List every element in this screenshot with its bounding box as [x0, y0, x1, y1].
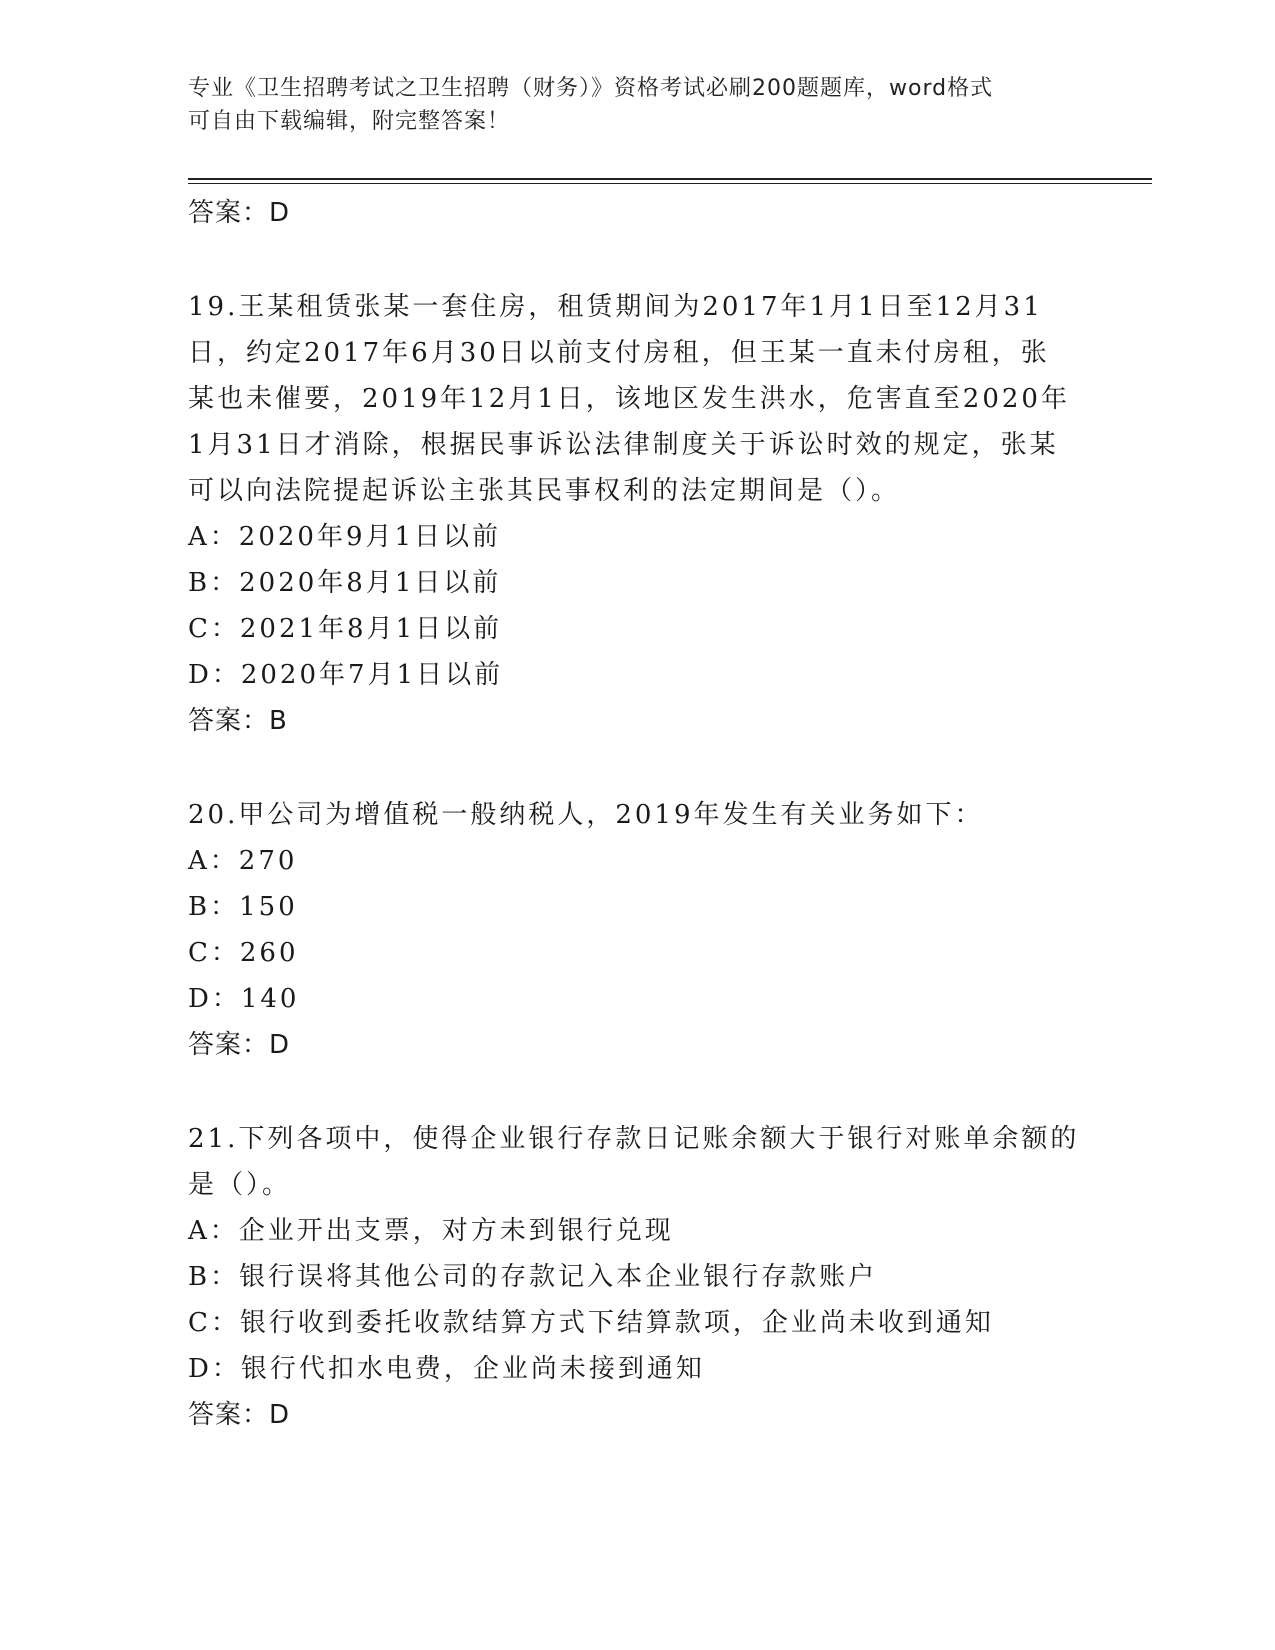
header-line-2: 可自由下载编辑，附完整答案！ [188, 109, 511, 134]
answer: 答案：B [188, 706, 288, 736]
question-line: 1月31日才消除，根据民事诉讼法律制度关于诉讼时效的规定，张某 [188, 430, 1059, 460]
option-c: C：260 [188, 938, 299, 968]
header-line-1: 专业《卫生招聘考试之卫生招聘（财务）》资格考试必刷200题题库，word格式 [188, 76, 994, 101]
option-c: C：2021年8月1日以前 [188, 614, 503, 644]
question-21 [188, 1116, 1088, 1438]
document-body [188, 190, 1088, 1438]
option-a: A：270 [188, 846, 298, 876]
document-header [188, 72, 1088, 138]
option-a: A：企业开出支票，对方未到银行兑现 [188, 1216, 674, 1246]
question-line: 20.甲公司为增值税一般纳税人，2019年发生有关业务如下： [188, 800, 984, 830]
option-d: D：140 [188, 984, 300, 1014]
question-19 [188, 284, 1088, 744]
option-d: D：银行代扣水电费，企业尚未接到通知 [188, 1354, 705, 1384]
header-divider-thin [188, 183, 1152, 184]
question-line: 日，约定2017年6月30日以前支付房租，但王某一直未付房租，张 [188, 338, 1050, 368]
question-line: 21.下列各项中，使得企业银行存款日记账余额大于银行对账单余额的 [188, 1124, 1080, 1154]
option-b: B：2020年8月1日以前 [188, 568, 502, 598]
previous-answer: 答案：D [188, 198, 291, 228]
question-line: 某也未催要，2019年12月1日，该地区发生洪水，危害直至2020年 [188, 384, 1070, 414]
option-b: B：150 [188, 892, 298, 922]
option-d: D：2020年7月1日以前 [188, 660, 504, 690]
header-divider-thick [188, 178, 1152, 180]
question-20 [188, 792, 1088, 1068]
question-line: 是（）。 [188, 1170, 292, 1200]
option-a: A：2020年9月1日以前 [188, 522, 502, 552]
question-line: 19.王某租赁张某一套住房，租赁期间为2017年1月1日至12月31 [188, 292, 1043, 322]
option-c: C：银行收到委托收款结算方式下结算款项，企业尚未收到通知 [188, 1308, 994, 1338]
option-b: B：银行误将其他公司的存款记入本企业银行存款账户 [188, 1262, 878, 1292]
answer: 答案：D [188, 1400, 291, 1430]
question-line: 可以向法院提起诉讼主张其民事权利的法定期间是（）。 [188, 476, 901, 506]
answer: 答案：D [188, 1030, 291, 1060]
